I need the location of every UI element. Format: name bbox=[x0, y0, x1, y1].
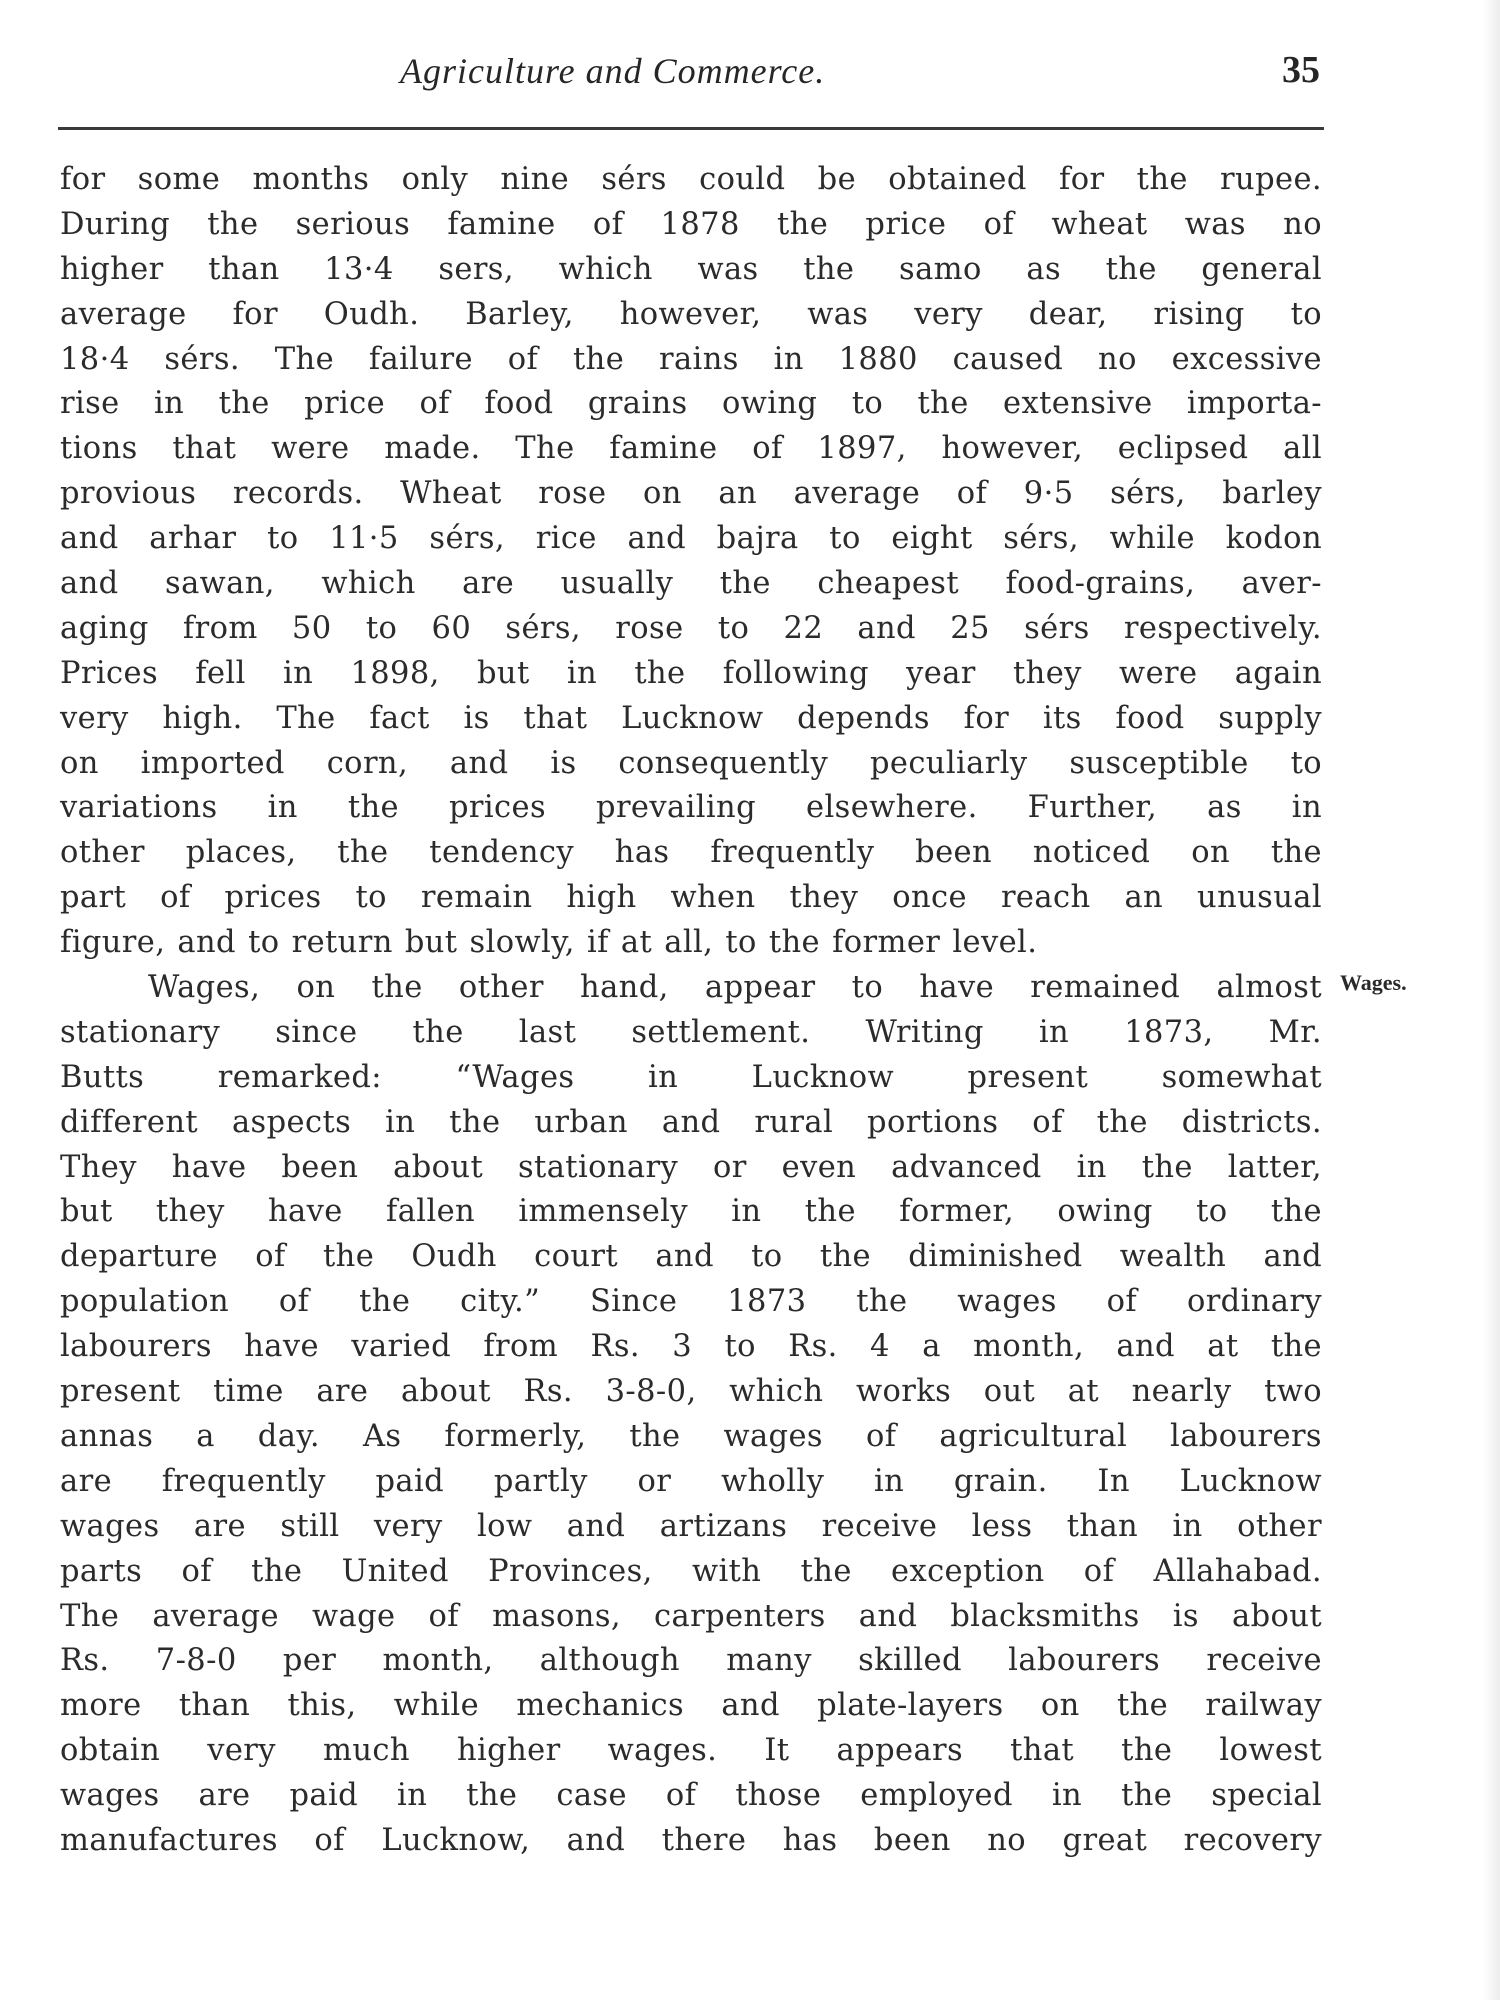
text-line: Rs. 7-8-0 per month, although many skilled labourers receive bbox=[60, 1643, 1322, 1679]
text-line: and sawan, which are usually the cheapest food-grains, aver- bbox=[60, 566, 1322, 602]
header-rule bbox=[58, 127, 1324, 130]
page-edge-shadow bbox=[1482, 0, 1500, 2000]
text-line: different aspects in the urban and rural portions of the districts. bbox=[60, 1104, 1322, 1140]
text-line: and arhar to 11·5 sérs, rice and bajra to eight sérs, while kodon bbox=[60, 521, 1322, 557]
text-line: Butts remarked: “Wages in Lucknow present somewhat bbox=[60, 1059, 1322, 1095]
text-line: departure of the Oudh court and to the diminished wealth and bbox=[60, 1239, 1322, 1275]
text-line: manufactures of Lucknow, and there has been no great recovery bbox=[60, 1822, 1322, 1858]
text-line: population of the city.” Since 1873 the wages of ordinary bbox=[60, 1284, 1322, 1320]
text-line: higher than 13·4 sers, which was the samo as the general bbox=[60, 251, 1322, 287]
text-line: provious records. Wheat rose on an average of 9·5 sérs, barley bbox=[60, 476, 1322, 512]
text-line: stationary since the last settlement. Writing in 1873, Mr. bbox=[60, 1014, 1322, 1050]
text-line: for some months only nine sérs could be obtained for the rupee. bbox=[60, 162, 1322, 197]
text-line: 18·4 sérs. The failure of the rains in 1880 caused no excessive bbox=[60, 341, 1322, 377]
text-line: labourers have varied from Rs. 3 to Rs. 4 a month, and at the bbox=[60, 1329, 1322, 1365]
text-line: wages are paid in the case of those employed in the special bbox=[60, 1778, 1322, 1814]
text-line: aging from 50 to 60 sérs, rose to 22 and 25 sérs respectively. bbox=[60, 610, 1322, 646]
text-line: During the serious famine of 1878 the price of wheat was no bbox=[60, 206, 1322, 242]
text-line: more than this, while mechanics and plate-layers on the railway bbox=[60, 1688, 1322, 1724]
text-line: other places, the tendency has frequently been noticed on the bbox=[60, 835, 1322, 871]
text-line: part of prices to remain high when they once reach an unusual bbox=[60, 880, 1322, 916]
running-title: Agriculture and Commerce. bbox=[400, 51, 826, 91]
text-line: rise in the price of food grains owing to the extensive importa- bbox=[60, 386, 1322, 422]
text-line: Prices fell in 1898, but in the following year they were again bbox=[60, 655, 1322, 691]
text-line: parts of the United Provinces, with the exception of Allahabad. bbox=[60, 1553, 1322, 1589]
text-line: variations in the prices prevailing elsewhere. Further, as in bbox=[60, 790, 1322, 826]
text-line: are frequently paid partly or wholly in grain. In Lucknow bbox=[60, 1463, 1322, 1499]
page-header bbox=[60, 42, 1320, 102]
page-number: 35 bbox=[1282, 49, 1320, 91]
text-line: Wages, on the other hand, appear to have remained almost bbox=[148, 970, 1322, 1006]
text-line: wages are still very low and artizans receive less than in other bbox=[60, 1508, 1322, 1544]
text-line: tions that were made. The famine of 1897, however, eclipsed all bbox=[60, 431, 1322, 467]
margin-note-wages: Wages. bbox=[1340, 970, 1407, 995]
text-line: average for Oudh. Barley, however, was very dear, rising to bbox=[60, 296, 1322, 332]
text-line: but they have fallen immensely in the former, owing to the bbox=[60, 1194, 1322, 1230]
text-line: They have been about stationary or even advanced in the latter, bbox=[60, 1149, 1322, 1185]
text-line: very high. The fact is that Lucknow depends for its food supply bbox=[60, 700, 1322, 736]
text-line: present time are about Rs. 3-8-0, which works out at nearly two bbox=[60, 1374, 1322, 1410]
text-line: on imported corn, and is consequently peculiarly susceptible to bbox=[60, 745, 1322, 781]
text-line: obtain very much higher wages. It appears that the lowest bbox=[60, 1733, 1322, 1769]
text-line: figure, and to return but slowly, if at all, to the former level. bbox=[60, 925, 1038, 961]
body-text bbox=[60, 158, 1322, 1864]
text-line: annas a day. As formerly, the wages of agricultural labourers bbox=[60, 1418, 1322, 1454]
text-line: The average wage of masons, carpenters and blacksmiths is about bbox=[60, 1598, 1322, 1634]
